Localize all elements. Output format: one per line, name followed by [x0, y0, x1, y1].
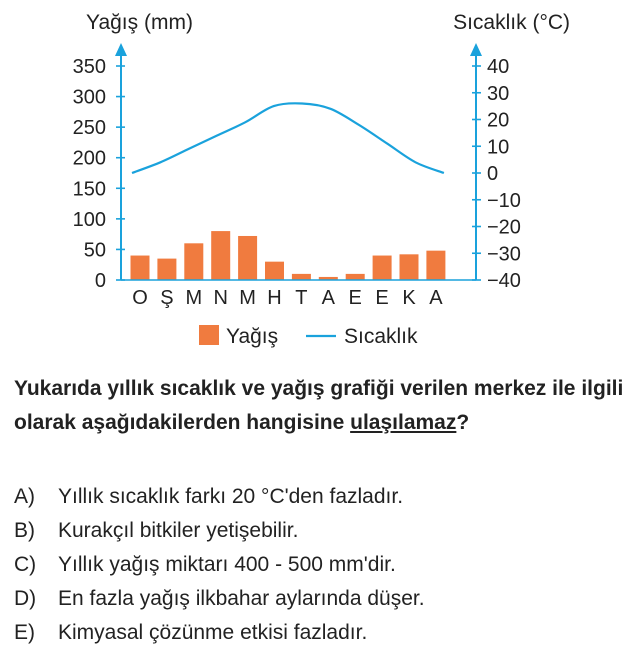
left-axis-arrow-icon — [115, 43, 127, 56]
right-tick-label: −10 — [487, 189, 521, 212]
precipitation-bar — [157, 259, 176, 280]
left-axis-title: Yağış (mm) — [86, 11, 193, 34]
option-letter: C) — [14, 553, 37, 576]
right-axis-ticks — [472, 56, 521, 292]
legend — [199, 325, 418, 348]
left-tick-label: 0 — [94, 270, 106, 292]
option-a[interactable] — [14, 480, 629, 514]
right-tick-label: −30 — [487, 243, 521, 266]
x-tick-label: A — [429, 287, 443, 309]
temperature-line — [132, 103, 444, 173]
legend-label-sicaklik: Sıcaklık — [344, 325, 418, 348]
precipitation-bar — [131, 256, 150, 280]
answer-options — [14, 480, 629, 650]
option-letter: E) — [14, 621, 35, 644]
x-tick-label: M — [185, 287, 203, 309]
left-tick-label: 100 — [72, 208, 106, 231]
x-tick-label: N — [213, 287, 228, 309]
x-axis-ticks — [132, 287, 443, 309]
x-tick-label: O — [132, 287, 148, 309]
legend-bar-swatch — [199, 325, 219, 345]
option-letter: A) — [14, 485, 35, 508]
left-tick-label: 350 — [72, 56, 106, 78]
left-axis — [115, 43, 127, 280]
precipitation-bar — [346, 274, 365, 280]
question-text-after: ? — [456, 411, 470, 434]
option-text: Yıllık yağış miktarı 400 - 500 mm'dir. — [58, 553, 396, 576]
left-tick-label: 50 — [83, 239, 106, 262]
question-text — [14, 372, 629, 440]
x-tick-label: M — [239, 287, 256, 309]
precipitation-bar — [426, 251, 445, 280]
x-tick-label: E — [375, 287, 389, 309]
precipitation-bars — [131, 231, 446, 280]
option-text: En fazla yağış ilkbahar aylarında düşer. — [58, 587, 425, 610]
right-axis-title: Sıcaklık (°C) — [453, 11, 570, 34]
precipitation-bar — [373, 256, 392, 280]
option-c[interactable] — [14, 548, 629, 582]
question-text-before: Yukarıda yıllık sıcaklık ve yağış grafiği verilen merkez ile ilgili olarak aşağıdakilerden hangisine — [14, 377, 624, 434]
right-tick-label: −40 — [487, 270, 521, 292]
option-letter: D) — [14, 587, 37, 610]
x-tick-label: H — [267, 287, 282, 309]
precipitation-bar — [265, 262, 284, 280]
right-tick-label: 10 — [487, 136, 510, 159]
option-b[interactable] — [14, 514, 629, 548]
left-tick-label: 200 — [72, 147, 106, 170]
question-underlined-word: ulaşılamaz — [350, 411, 457, 434]
option-text: Kurakçıl bitkiler yetişebilir. — [58, 519, 299, 542]
x-tick-label: Ş — [160, 287, 174, 309]
x-tick-label: T — [295, 287, 308, 309]
right-axis — [470, 43, 482, 280]
option-d[interactable] — [14, 582, 629, 616]
right-tick-label: −20 — [487, 216, 521, 239]
precipitation-bar — [292, 274, 311, 280]
option-text: Yıllık sıcaklık farkı 20 °C'den fazladır. — [58, 485, 404, 508]
option-e[interactable] — [14, 616, 629, 650]
option-letter: B) — [14, 519, 35, 542]
precipitation-bar — [211, 231, 230, 280]
right-tick-label: 30 — [487, 82, 510, 105]
option-text: Kimyasal çözünme etkisi fazladır. — [58, 621, 368, 644]
x-tick-label: A — [321, 287, 335, 309]
x-tick-label: K — [402, 287, 416, 309]
right-tick-label: 20 — [487, 109, 510, 132]
left-tick-label: 150 — [72, 178, 106, 201]
right-tick-label: 40 — [487, 56, 510, 78]
precipitation-bar — [184, 243, 203, 280]
left-axis-ticks — [73, 56, 125, 292]
right-axis-arrow-icon — [470, 43, 482, 56]
legend-label-yagis: Yağış — [226, 325, 279, 348]
precipitation-bar — [238, 236, 257, 280]
left-tick-label: 250 — [72, 117, 106, 140]
precipitation-bar — [400, 254, 419, 280]
x-tick-label: E — [348, 287, 362, 309]
left-tick-label: 300 — [72, 86, 106, 109]
right-tick-label: 0 — [487, 163, 499, 185]
